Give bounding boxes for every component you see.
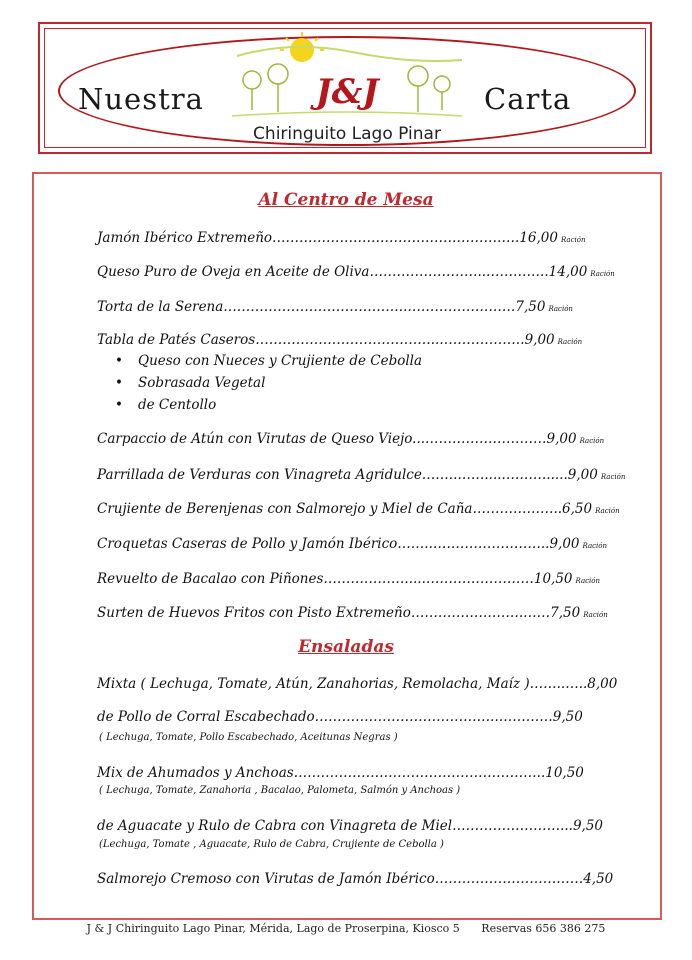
list-item: • Queso con Nueces y Crujiente de Cebolla [116,353,422,369]
footer-address: J & J Chiringuito Lago Pinar, Mérida, Lago de Proserpina, Kiosco 5 [86,922,460,935]
menu-item: Revuelto de Bacalao con Piñones……………….....……………………10,50 Ración [97,571,601,587]
menu-item: Tabla de Patés Caseros…………………………………..……………….9,00 Ración [97,332,583,348]
item-note: ( Lechuga, Tomate, Pollo Escabechado, Aceitunas Negras ) [99,732,398,743]
menu-item: Parrillada de Verduras con Vinagreta Agridulce……..…….....……….....9,00 Ración [97,467,626,483]
menu-item: Surten de Huevos Fritos con Pisto Extremeño…………………….……7,50 Ración [97,605,608,621]
menu-item: Queso Puro de Oveja en Aceite de Oliva……………………..…………..14,00 Ración [97,264,615,280]
menu-item: de Aguacate y Rulo de Cabra con Vinagreta de Miel……………………...9,50 [97,818,604,834]
list-item: • Sobrasada Vegetal [116,375,265,391]
footer-reservas: Reservas 656 386 275 [481,922,606,935]
menu-item: Torta de la Serena…………………………………..……………………7,50 Ración [97,299,573,315]
menu-item: Mixta ( Lechuga, Tomate, Atún, Zanahorias, Remolacha, Maíz )……..…..8,00 [97,676,618,692]
header-word-left: Nuestra [78,82,204,116]
header-word-right: Carta [484,82,572,116]
menu-item: Carpaccio de Atún con Virutas de Queso Viejo...………………………9,00 Ración [97,431,605,447]
section-title-centro: Al Centro de Mesa [258,190,434,210]
menu-item: de Pollo de Corral Escabechado…………………………………..…………9,50 [97,709,583,725]
menu-item: Jamón Ibérico Extremeño……………………………………………….16,00 Ración [97,230,586,246]
menu-item: Croquetas Caseras de Pollo y Jamón Ibérico……..……………………..9,00 Ración [97,536,608,552]
menu-item: Salmorejo Cremoso con Virutas de Jamón Ibérico……………………………4,50 [97,871,614,887]
list-item: • de Centollo [116,397,216,413]
footer [0,922,692,935]
menu-item: Crujiente de Berenjenas con Salmorejo y Miel de Caña………………..6,50 Ración [97,501,620,517]
item-note: ( Lechuga, Tomate, Zanahoria , Bacalao, Palometa, Salmón y Anchoas ) [99,785,461,796]
hills-icon [237,47,462,61]
logo-mark: J&J [315,72,379,112]
menu-item: Mix de Ahumados y Anchoas………………………………………………..10,50 [97,765,584,781]
logo-subtitle: Chiringuito Lago Pinar [253,124,441,144]
item-note: (Lechuga, Tomate , Aguacate, Rulo de Cabra, Crujiente de Cebolla ) [99,839,444,850]
logo [232,30,462,148]
section-title-ensaladas: Ensaladas [298,637,394,657]
